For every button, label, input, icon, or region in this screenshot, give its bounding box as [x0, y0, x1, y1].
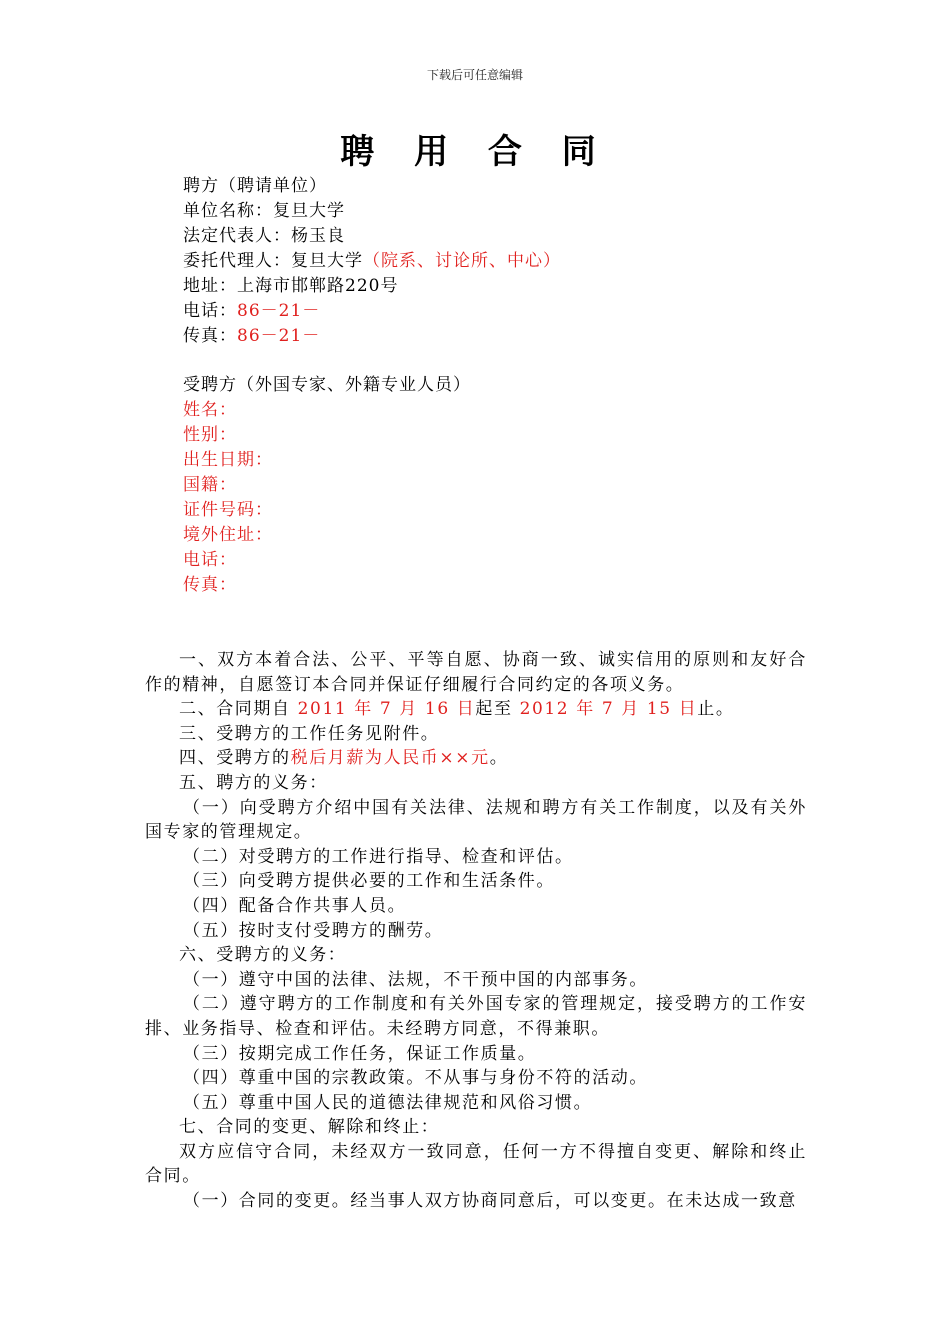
clause-6-item-5: （五）尊重中国人民的道德法律规范和风俗习惯。 [183, 1092, 593, 1113]
employer-section [183, 174, 561, 349]
employee-section [183, 373, 471, 598]
employer-name: 单位名称：复旦大学 [183, 201, 345, 221]
agent-label: 委托代理人：复旦大学 [183, 251, 363, 271]
employee-field-nationality: 国籍： [183, 475, 237, 495]
employee-field-birth: 出生日期： [183, 450, 273, 470]
contract-end-date: 2012 年 7 月 15 日 [519, 699, 698, 720]
phone-label: 电话： [183, 301, 237, 321]
phone-value: 86－21－ [237, 301, 321, 321]
employee-heading: 受聘方（外国专家、外籍专业人员） [183, 375, 471, 395]
clause-5-item-3: （三）向受聘方提供必要的工作和生活条件。 [183, 871, 555, 892]
employee-field-id: 证件号码： [183, 500, 273, 520]
clause-5-item-4: （四）配备合作共事人员。 [183, 895, 407, 916]
clause-6-item-1: （一）遵守中国的法律、法规，不干预中国的内部事务。 [183, 969, 648, 990]
fax-label: 传真： [183, 326, 237, 346]
employee-field-name: 姓名： [183, 400, 237, 420]
clause-3: 三、受聘方的工作任务见附件。 [179, 723, 440, 744]
employer-fax [183, 324, 561, 349]
fax-value: 86－21－ [237, 326, 321, 346]
employer-agent [183, 249, 561, 274]
clause-2 [145, 697, 807, 722]
clause-6: 六、受聘方的义务： [179, 945, 347, 966]
clause-6-item-2: （二）遵守聘方的工作制度和有关外国专家的管理规定，接受聘方的工作安排、业务指导、检查和评估。未经聘方同意，不得兼职。 [145, 994, 807, 1039]
clause-5-item-5: （五）按时支付受聘方的酬劳。 [183, 920, 444, 941]
employee-field-fax: 传真： [183, 575, 237, 595]
clause-6-item-4: （四）尊重中国的宗教政策。不从事与身份不符的活动。 [183, 1068, 648, 1089]
clause-6-item-3: （三）按期完成工作任务，保证工作质量。 [183, 1043, 537, 1064]
clause-5-item-2: （二）对受聘方的工作进行指导、检查和评估。 [183, 846, 574, 867]
salary-text: 税后月薪为人民币××元 [290, 748, 490, 769]
clause-2-text-c: 止。 [697, 699, 735, 720]
contract-start-date: 2011 年 7 月 16 日 [297, 699, 476, 720]
clause-7: 七、合同的变更、解除和终止： [179, 1117, 440, 1138]
employer-heading: 聘方（聘请单位） [183, 176, 327, 196]
employer-address: 地址：上海市邯郸路220号 [183, 276, 399, 296]
clause-7-intro: 双方应信守合同，未经双方一致同意，任何一方不得擅自变更、解除和终止合同。 [145, 1141, 807, 1187]
page-header: 下载后可任意编辑 [426, 68, 523, 82]
agent-department: （院系、讨论所、中心） [363, 251, 561, 271]
clause-5: 五、聘方的义务： [179, 772, 328, 793]
contract-body [145, 648, 807, 1214]
clause-4 [145, 746, 807, 771]
employee-field-address: 境外住址： [183, 525, 273, 545]
document-title: 聘 用 合 同 [340, 132, 610, 172]
clause-5-item-1: （一）向受聘方介绍中国有关法律、法规和聘方有关工作制度，以及有关外国专家的管理规定。 [145, 797, 807, 843]
employee-field-phone: 电话： [183, 550, 237, 570]
clause-1: 一、双方本着合法、公平、平等自愿、协商一致、诚实信用的原则和友好合作的精神，自愿签订本合同并保证仔细履行合同约定的各项义务。 [145, 650, 807, 695]
clause-4-text-b: 。 [489, 748, 509, 769]
employer-phone [183, 299, 561, 324]
clause-2-text-a: 二、合同期自 [179, 699, 298, 720]
clause-4-text-a: 四、受聘方的 [179, 748, 291, 769]
clause-2-text-b: 起至 [475, 699, 520, 720]
employee-field-sex: 性别： [183, 425, 237, 445]
clause-7-item-1: （一）合同的变更。经当事人双方协商同意后，可以变更。在未达成一致意 [183, 1191, 797, 1212]
employer-rep: 法定代表人：杨玉良 [183, 226, 345, 246]
